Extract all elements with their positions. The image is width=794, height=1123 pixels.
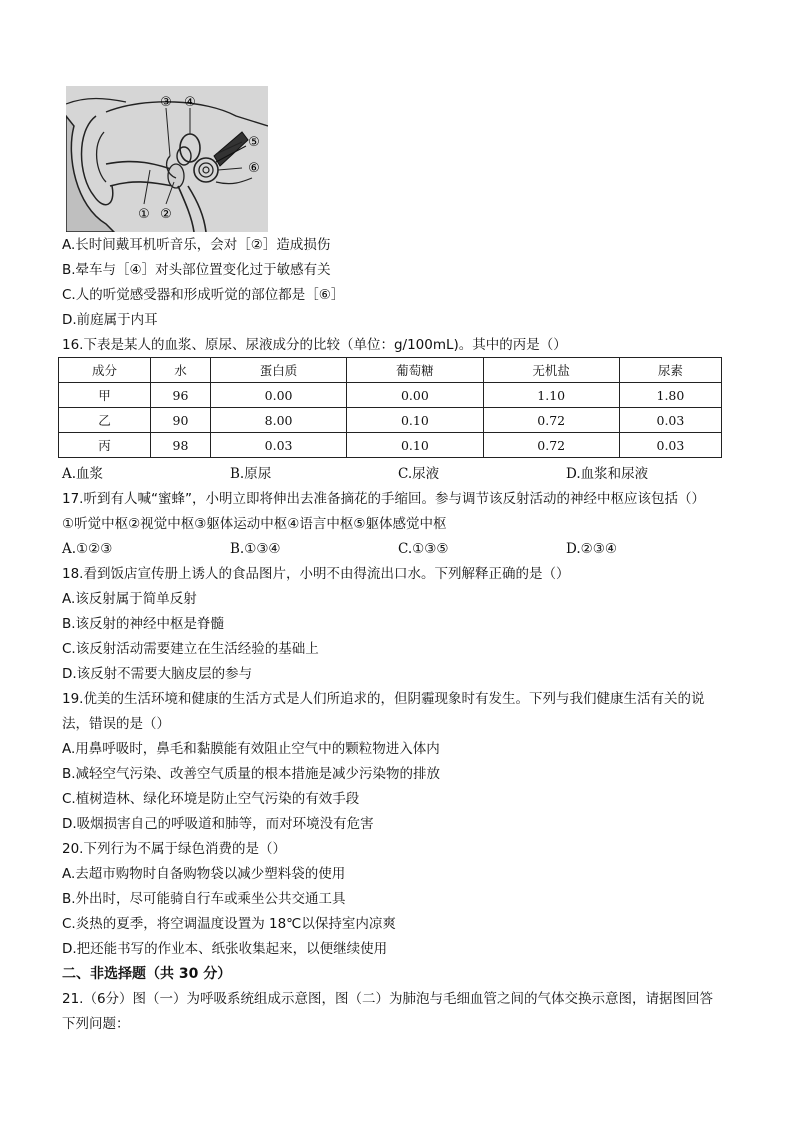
ear-structure-illustration xyxy=(66,86,268,232)
table-header-cell: 葡萄糖 xyxy=(347,358,483,383)
table-row xyxy=(59,383,722,408)
q15-option-b: B.晕车与［④］对头部位置变化过于敏感有关 xyxy=(62,262,331,278)
label-2: ② xyxy=(160,207,172,222)
q20-option-d: D.把还能书写的作业本、纸张收集起来，以便继续使用 xyxy=(62,941,388,957)
table-cell: 0.00 xyxy=(210,383,346,408)
q19-stem-line1: 19.优美的生活环境和健康的生活方式是人们所追求的，但阴霾现象时有发生。下列与我们健康生活有关的说 xyxy=(62,691,705,707)
q19-option-c: C.植树造林、绿化环境是防止空气污染的有效手段 xyxy=(62,791,360,807)
q18-option-b: B.该反射的神经中枢是脊髓 xyxy=(62,616,225,632)
ear-diagram xyxy=(66,86,268,232)
q20-option-a: A.去超市购物时自备购物袋以减少塑料袋的使用 xyxy=(62,866,346,882)
table-cell: 0.00 xyxy=(347,383,483,408)
q16-stem: 16.下表是某人的血浆、原尿、尿液成分的比较（单位：g/100mL)。其中的丙是（） xyxy=(62,337,567,353)
table-header-row xyxy=(59,358,722,383)
q19-option-d: D.吸烟损害自己的呼吸道和肺等，而对环境没有危害 xyxy=(62,816,374,832)
table-cell: 0.03 xyxy=(210,433,346,458)
table-cell: 0.03 xyxy=(619,408,721,433)
section-heading: 二、非选择题（共 30 分） xyxy=(62,966,232,982)
q18-option-c: C.该反射活动需要建立在生活经验的基础上 xyxy=(62,641,319,657)
table-cell: 0.10 xyxy=(347,408,483,433)
table-header-cell: 成分 xyxy=(59,358,151,383)
q15-option-d: D.前庭属于内耳 xyxy=(62,312,158,328)
q17-option-c: C.①③⑤ xyxy=(398,541,449,557)
table-cell: 0.03 xyxy=(619,433,721,458)
q18-stem: 18.看到饭店宣传册上诱人的食品图片，小明不由得流出口水。下列解释正确的是（） xyxy=(62,566,570,582)
q15-option-c: C.人的听觉感受器和形成听觉的部位都是［⑥］ xyxy=(62,287,345,303)
table-header-cell: 尿素 xyxy=(619,358,721,383)
composition-table xyxy=(58,357,722,458)
table-header-cell: 蛋白质 xyxy=(210,358,346,383)
q20-option-c: C.炎热的夏季，将空调温度设置为 18℃以保持室内凉爽 xyxy=(62,916,396,932)
table-cell: 98 xyxy=(151,433,211,458)
q19-option-b: B.减轻空气污染、改善空气质量的根本措施是减少污染物的排放 xyxy=(62,766,441,782)
table-cell: 1.80 xyxy=(619,383,721,408)
q19-stem-line2: 法，错误的是（） xyxy=(62,716,170,732)
q21-stem-line2: 下列问题： xyxy=(62,1016,130,1032)
q18-option-a: A.该反射属于简单反射 xyxy=(62,591,197,607)
label-5: ⑤ xyxy=(248,135,260,150)
q20-option-b: B.外出时，尽可能骑自行车或乘坐公共交通工具 xyxy=(62,891,346,907)
label-6: ⑥ xyxy=(248,161,260,176)
q20-stem: 20.下列行为不属于绿色消费的是（） xyxy=(62,841,286,857)
q21-stem-line1: 21.（6分）图（一）为呼吸系统组成示意图，图（二）为肺泡与毛细血管之间的气体交换示意图，请据图回答 xyxy=(62,991,714,1007)
q16-option-a: A.血浆 xyxy=(62,466,104,482)
q18-option-d: D.该反射不需要大脑皮层的参与 xyxy=(62,666,253,682)
q15-option-a: A.长时间戴耳机听音乐，会对［②］造成损伤 xyxy=(62,237,331,253)
q17-list: ①听觉中枢②视觉中枢③躯体运动中枢④语言中枢⑤躯体感觉中枢 xyxy=(62,516,447,532)
table-row xyxy=(59,433,722,458)
table-row xyxy=(59,408,722,433)
table-cell: 96 xyxy=(151,383,211,408)
table-cell: 1.10 xyxy=(483,383,619,408)
q16-option-c: C.尿液 xyxy=(398,466,440,482)
table-cell: 乙 xyxy=(59,408,151,433)
table-cell: 8.00 xyxy=(210,408,346,433)
q16-option-b: B.原尿 xyxy=(230,466,272,482)
table-cell: 0.72 xyxy=(483,433,619,458)
table-cell: 0.10 xyxy=(347,433,483,458)
table-cell: 丙 xyxy=(59,433,151,458)
table-header-cell: 无机盐 xyxy=(483,358,619,383)
label-3: ③ xyxy=(160,95,172,110)
q17-option-a: A.①②③ xyxy=(62,541,113,557)
table-header-cell: 水 xyxy=(151,358,211,383)
table-cell: 0.72 xyxy=(483,408,619,433)
q19-option-a: A.用鼻呼吸时，鼻毛和黏膜能有效阻止空气中的颗粒物进入体内 xyxy=(62,741,440,757)
label-4: ④ xyxy=(184,95,196,110)
q17-option-d: D.②③④ xyxy=(566,541,617,557)
label-1: ① xyxy=(138,207,150,222)
table-cell: 甲 xyxy=(59,383,151,408)
table-cell: 90 xyxy=(151,408,211,433)
q16-option-d: D.血浆和尿液 xyxy=(566,466,649,482)
q17-option-b: B.①③④ xyxy=(230,541,281,557)
q17-stem: 17.听到有人喊“蜜蜂”，小明立即将伸出去准备摘花的手缩回。参与调节该反射活动的神经中枢应该包括（） xyxy=(62,491,705,507)
